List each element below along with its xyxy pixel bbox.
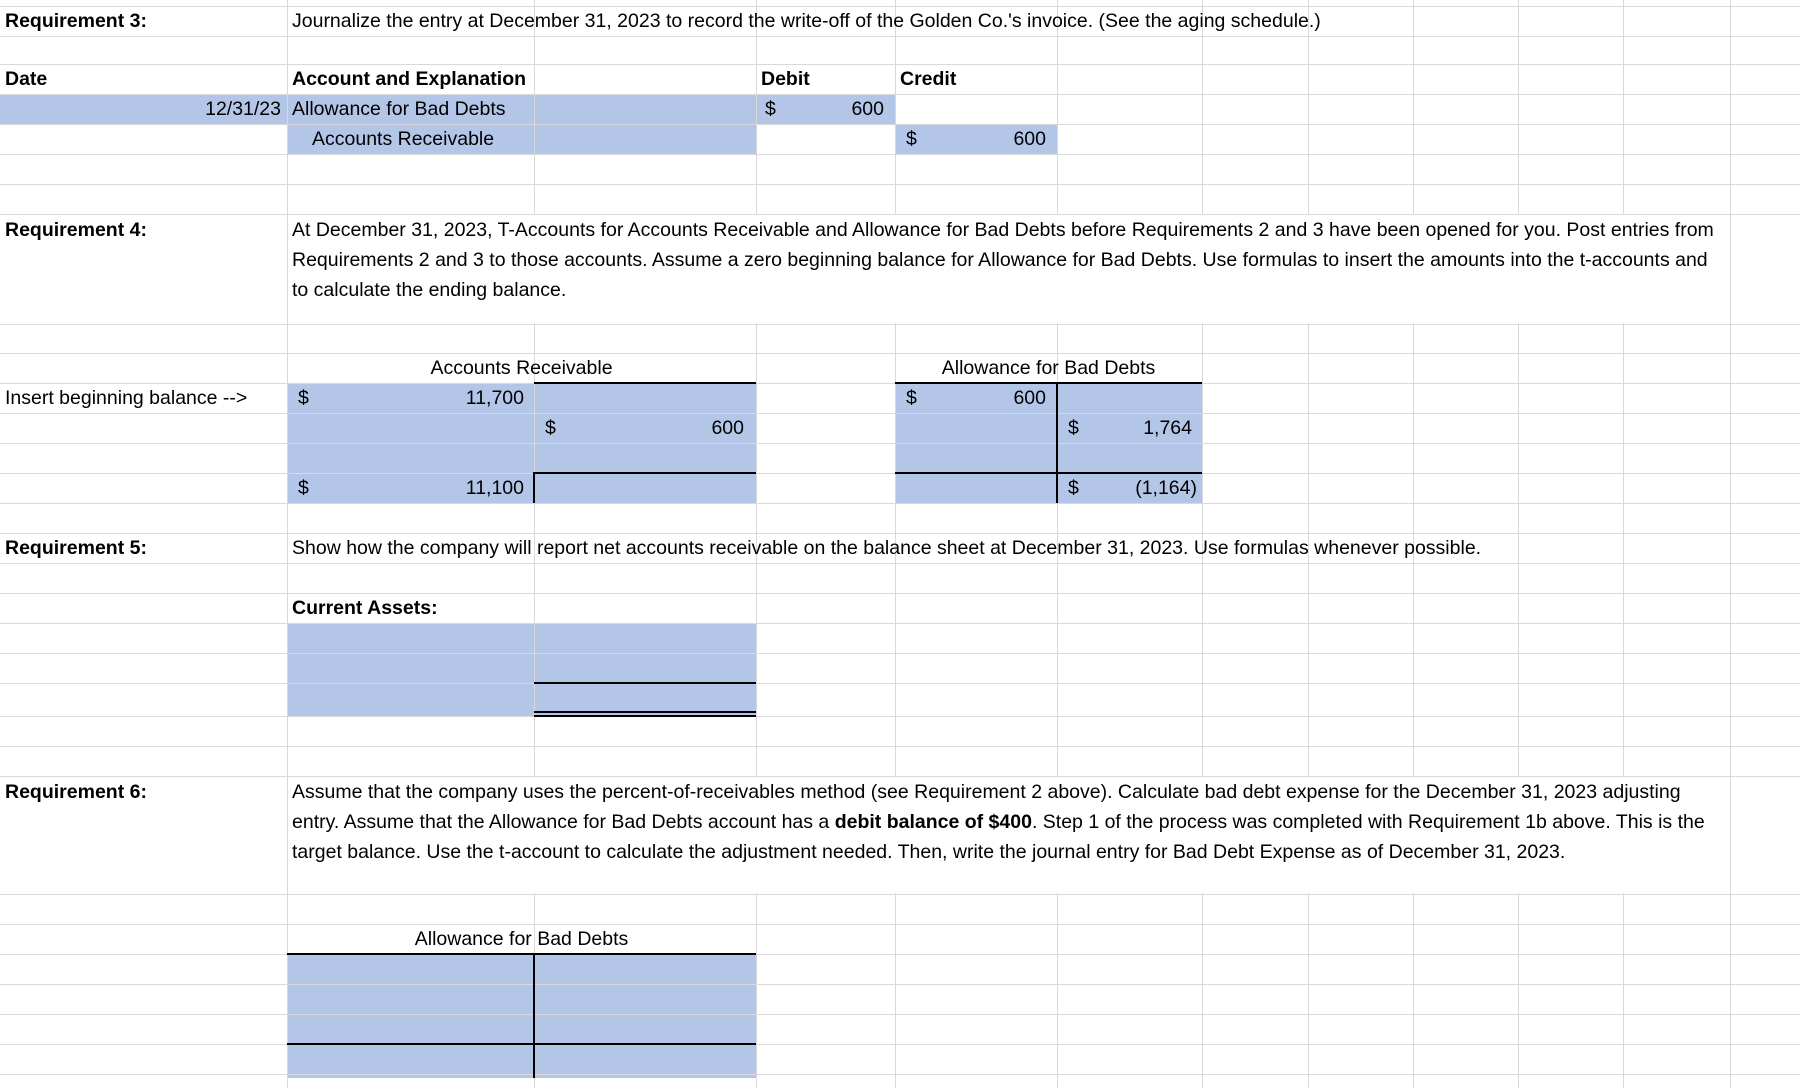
entry2-account[interactable]: Accounts Receivable — [312, 128, 495, 150]
ca-double-underline-2 — [534, 715, 756, 717]
req6-instruction-post: . Step 1 of the process was completed with Requirement 1b above. This is the target balance. Use the t-account to calculate the adjustment needed. Then, write the journal entry for Bad Debt Expense as of December 31, 2023. — [292, 811, 1705, 863]
ar-credit-writeoff[interactable]: 600 — [711, 417, 744, 439]
entry1-debit-amount[interactable]: 600 — [851, 98, 884, 120]
header-date: Date — [5, 68, 48, 90]
ca-double-underline-1 — [534, 711, 756, 713]
allow-credit-adjustment[interactable]: 1,764 — [1143, 417, 1192, 439]
req6-taccount-title: Allowance for Bad Debts — [414, 928, 629, 950]
header-debit: Debit — [761, 68, 810, 90]
current-assets-label: Current Assets: — [292, 597, 438, 619]
ar-t-mid-border — [534, 472, 756, 474]
entry2-credit-amount[interactable]: 600 — [1013, 128, 1046, 150]
entry1-debit-sign: $ — [765, 98, 776, 120]
req6-taccount-fill — [287, 954, 756, 1078]
ar-t-left-border — [533, 472, 535, 503]
allow-balance-sign: $ — [1068, 477, 1079, 499]
req6-instruction-bold: debit balance of $400 — [834, 811, 1032, 833]
ar-credit-sign: $ — [545, 417, 556, 439]
req6-t-vertical-border — [533, 954, 535, 1078]
req6-t-bottom-border — [287, 1043, 756, 1045]
req4-label: Requirement 4: — [5, 219, 147, 241]
ca-single-underline — [534, 682, 756, 684]
insert-beginning-balance-label: Insert beginning balance --> — [5, 387, 248, 409]
ar-beginning-balance[interactable]: 11,700 — [465, 387, 524, 409]
current-assets-fill — [287, 623, 756, 716]
allow-debit-writeoff[interactable]: 600 — [1013, 387, 1046, 409]
ar-taccount-title: Accounts Receivable — [430, 357, 613, 379]
ar-debit-sign: $ — [298, 387, 309, 409]
entry1-account[interactable]: Allowance for Bad Debts — [292, 98, 506, 120]
req4-instruction: At December 31, 2023, T-Accounts for Accounts Receivable and Allowance for Bad Debts before Requirements 2 and 3 have been opened for you. Post entries from Requirements 2 and 3 to those accounts. Assume a zero beginning balance for Allowance for Bad Debts. Use formulas to insert the amounts into the t-accounts and to calculate the ending balance. — [292, 219, 1714, 301]
allowance-taccount-title: Allowance for Bad Debts — [941, 357, 1156, 379]
header-account: Account and Explanation — [292, 68, 527, 90]
req5-instruction: Show how the company will report net accounts receivable on the balance sheet at December 31, 2023. Use formulas whenever possible. — [292, 537, 1482, 559]
entry1-date[interactable]: 12/31/23 — [205, 98, 281, 120]
entry2-credit-sign: $ — [906, 128, 917, 150]
header-credit: Credit — [900, 68, 957, 90]
ar-ending-balance[interactable]: 11,100 — [465, 477, 524, 499]
req6-instruction — [292, 777, 1728, 867]
req6-instruction-pre: Assume that the company uses the percent-of-receivables method (see Requirement 2 above). Calculate bad debt expense for the December 31, 2023 adjusting entry. Assume that the Allowance for Bad Debts account has a — [292, 781, 1681, 833]
req3-instruction: Journalize the entry at December 31, 2023 to record the write-off of the Golden Co.'s invoice. (See the aging schedule.) — [292, 10, 1321, 32]
allow-ending-balance[interactable]: (1,164) — [1135, 477, 1197, 499]
allow-debit-sign: $ — [906, 387, 917, 409]
req6-label: Requirement 6: — [5, 781, 147, 803]
req3-label: Requirement 3: — [5, 10, 147, 32]
allow-t-vertical-border — [1056, 383, 1058, 503]
req5-label: Requirement 5: — [5, 537, 147, 559]
allow-credit-sign: $ — [1068, 417, 1079, 439]
ar-balance-sign: $ — [298, 477, 309, 499]
